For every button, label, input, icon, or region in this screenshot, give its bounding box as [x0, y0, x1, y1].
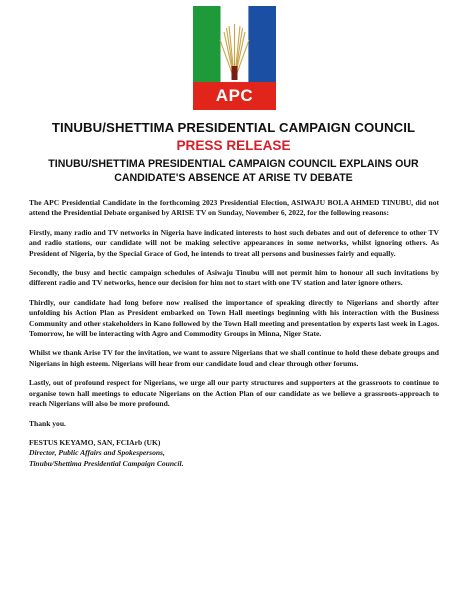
paragraph-thank-you: Thank you. [29, 418, 66, 428]
apc-logo-text: APC [215, 86, 254, 105]
signature-block [29, 438, 439, 469]
signatory-title-2: Tinubu/Shettima Presidential Campaign Council. [29, 458, 184, 468]
paragraph-thanks-arise: Whilst we thank Arise TV for the invitation, we want to assure Nigerians that we shall continue to hold these debate groups and Nigerians in high esteem. Nigerians will hear from our candidate loud and clear through other forums. [29, 348, 439, 368]
signatory-name: FESTUS KEYAMO, SAN, FCIArb (UK) [29, 437, 161, 447]
subtitle-heading: TINUBU/SHETTIMA PRESIDENTIAL CAMPAIGN COUNCIL EXPLAINS OUR CANDIDATE'S ABSENCE AT ARISE TV DEBATE [48, 158, 419, 184]
paragraph-secondly: Secondly, the busy and hectic campaign schedules of Asiwaju Tinubu will not permit him to honour all such invitations by different radio and TV networks, hence our decision for him not to start with one TV station and later ignore others. [29, 268, 439, 288]
paragraph-firstly: Firstly, many radio and TV networks in Nigeria have indicated interests to host such debates and out of deference to other TV and radio stations, our candidate will not be making selective appearances in some networks, whilst ignoring others. As President of Nigeria, by the Special Grace of God, he intends to treat all persons and businesses fairly and equally. [29, 227, 439, 258]
press-release-heading: PRESS RELEASE [176, 138, 291, 153]
paragraph-intro: The APC Presidential Candidate in the forthcoming 2023 Presidential Election, ASIWAJU BOLA AHMED TINUBU, did not attend the Presidential Debate organised by ARISE TV on Sunday, November 6, 2022, for the following reasons: [29, 198, 439, 218]
signatory-title-1: Director, Public Affairs and Spokespersons, [29, 448, 165, 458]
paragraph-lastly: Lastly, out of profound respect for Nigerians, we urge all our party structures and supporters at the grassroots to continue to organise town hall meetings to educate Nigerians on the Action Plan of our candidate as we believe a grassroots-approach to reach Nigerians will also be more profound. [29, 378, 439, 409]
apc-logo [193, 6, 276, 110]
release-body [29, 198, 439, 469]
paragraph-thirdly: Thirdly, our candidate had long before now realised the importance of speaking directly to Nigerians and shortly after unfolding his Action Plan as President embarked on Town Hall meetings beginning with his interaction with the Business Community and other stakeholders in Kano followed by the Town Hall meeting and presentation by experts last week in Lagos. Tomorrow, he will be interacting with Agro and Commodity Groups in Minna, Niger State. [29, 297, 439, 339]
council-heading: TINUBU/SHETTIMA PRESIDENTIAL CAMPAIGN COUNCIL [51, 120, 416, 135]
